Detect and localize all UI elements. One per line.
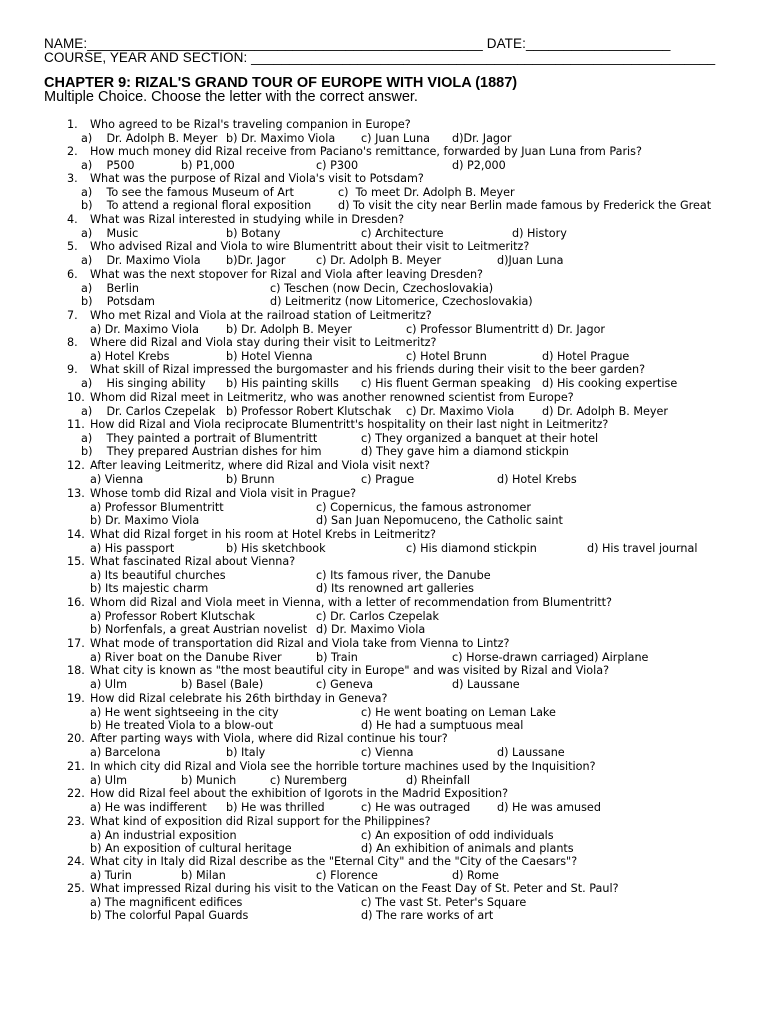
question-15 bbox=[67, 555, 295, 568]
answer-option-17-a: a) River boat on the Danube River bbox=[90, 650, 282, 664]
answer-option-3-b: c) To meet Dr. Adolph B. Meyer bbox=[338, 185, 515, 199]
answer-option-20-d: d) Laussane bbox=[497, 745, 565, 759]
question-14 bbox=[67, 528, 436, 541]
answer-option-25-c: b) The colorful Papal Guards bbox=[90, 909, 249, 923]
answer-option-13-d: d) San Juan Nepomuceno, the Catholic saint bbox=[316, 514, 563, 528]
course-year-section-line: COURSE, YEAR AND SECTION: _____________________________________________________________ bbox=[44, 50, 716, 65]
answer-option-19-d: d) He had a sumptuous meal bbox=[361, 719, 524, 733]
answer-option-20-a: a) Barcelona bbox=[90, 745, 161, 759]
answer-option-25-b: c) The vast St. Peter's Square bbox=[361, 895, 527, 909]
instructions: Multiple Choice. Choose the letter with the correct answer. bbox=[44, 89, 418, 105]
question-text: Who met Rizal and Viola at the railroad station of Leitmeritz? bbox=[90, 309, 432, 322]
question-text: After leaving Leitmeritz, where did Rizal and Viola visit next? bbox=[90, 459, 430, 472]
answer-option-3-c: b) To attend a regional floral exposition bbox=[81, 199, 312, 213]
question-text: What fascinated Rizal about Vienna? bbox=[90, 555, 296, 568]
question-number: 25. bbox=[67, 882, 85, 895]
question-8 bbox=[67, 336, 436, 349]
question-number: 17. bbox=[67, 637, 85, 650]
answer-option-22-b: b) He was thrilled bbox=[226, 800, 325, 814]
answer-option-25-d: d) The rare works of art bbox=[361, 909, 494, 923]
question-text: How did Rizal and Viola reciprocate Blumentritt's hospitality on their last night in Leitmeritz? bbox=[90, 418, 609, 431]
answer-option-23-d: d) An exhibition of animals and plants bbox=[361, 842, 574, 856]
answer-option-3-d: d) To visit the city near Berlin made famous by Frederick the Great bbox=[338, 199, 712, 213]
answer-option-21-d: d) Rheinfall bbox=[406, 773, 470, 787]
question-number: 10. bbox=[67, 391, 85, 404]
answer-option-24-c: c) Florence bbox=[316, 868, 378, 882]
question-25 bbox=[67, 882, 619, 895]
question-number: 12. bbox=[67, 459, 85, 472]
answer-option-20-b: b) Italy bbox=[226, 745, 266, 759]
question-text: What was Rizal interested in studying while in Dresden? bbox=[90, 213, 405, 226]
question-text: What was the next stopover for Rizal and Viola after leaving Dresden? bbox=[90, 268, 483, 281]
answer-option-4-b: b) Botany bbox=[226, 226, 281, 240]
answer-option-15-c: b) Its majestic charm bbox=[90, 582, 209, 596]
answer-option-15-d: d) Its renowned art galleries bbox=[316, 582, 474, 596]
question-text: In which city did Rizal and Viola see the horrible torture machines used by the Inquisition? bbox=[90, 760, 596, 773]
question-10 bbox=[67, 391, 574, 404]
answer-option-11-a: a) They painted a portrait of Blumentritt bbox=[81, 431, 318, 445]
question-20 bbox=[67, 732, 448, 745]
question-text: What was the purpose of Rizal and Viola's visit to Potsdam? bbox=[90, 172, 424, 185]
answer-option-16-b: c) Dr. Carlos Czepelak bbox=[316, 609, 439, 623]
answer-option-13-c: b) Dr. Maximo Viola bbox=[90, 514, 200, 528]
answer-option-5-d: d)Juan Luna bbox=[497, 253, 564, 267]
question-text: Whose tomb did Rizal and Viola visit in Prague? bbox=[90, 487, 357, 500]
answer-option-18-a: a) Ulm bbox=[90, 677, 127, 691]
question-text: Where did Rizal and Viola stay during their visit to Leitmeritz? bbox=[90, 336, 437, 349]
answer-option-23-c: b) An exposition of cultural heritage bbox=[90, 842, 292, 856]
answer-option-7-c: c) Professor Blumentritt bbox=[406, 322, 539, 336]
answer-option-19-b: c) He went boating on Leman Lake bbox=[361, 705, 556, 719]
question-number: 16. bbox=[67, 596, 85, 609]
answer-option-11-d: d) They gave him a diamond stickpin bbox=[361, 445, 569, 459]
answer-option-5-c: c) Dr. Adolph B. Meyer bbox=[316, 253, 442, 267]
question-19 bbox=[67, 692, 387, 705]
answer-option-20-c: c) Vienna bbox=[361, 745, 414, 759]
answer-option-7-d: d) Dr. Jagor bbox=[542, 322, 606, 336]
answer-option-2-d: d) P2,000 bbox=[452, 158, 506, 172]
answer-option-14-c: c) His diamond stickpin bbox=[406, 541, 537, 555]
answer-option-2-a: a) P500 bbox=[81, 158, 135, 172]
question-1 bbox=[67, 118, 411, 131]
answer-option-24-a: a) Turin bbox=[90, 868, 132, 882]
answer-option-5-a: a) Dr. Maximo Viola bbox=[81, 253, 201, 267]
question-text: How did Rizal feel about the exhibition of Igorots in the Madrid Exposition? bbox=[90, 787, 509, 800]
answer-option-21-c: c) Nuremberg bbox=[270, 773, 348, 787]
question-number: 22. bbox=[67, 787, 85, 800]
question-number: 1. bbox=[67, 118, 78, 131]
question-text: After parting ways with Viola, where did Rizal continue his tour? bbox=[90, 732, 448, 745]
answer-option-12-c: c) Prague bbox=[361, 472, 415, 486]
answer-option-24-b: b) Milan bbox=[181, 868, 226, 882]
answer-option-11-c: b) They prepared Austrian dishes for him bbox=[81, 445, 322, 459]
answer-option-22-a: a) He was indifferent bbox=[90, 800, 207, 814]
question-number: 2. bbox=[67, 145, 78, 158]
question-number: 14. bbox=[67, 528, 85, 541]
question-5 bbox=[67, 240, 529, 253]
answer-option-6-d: d) Leitmeritz (now Litomerice, Czechoslovakia) bbox=[270, 295, 533, 309]
answer-option-16-a: a) Professor Robert Klutschak bbox=[90, 609, 255, 623]
question-13 bbox=[67, 487, 356, 500]
answer-option-25-a: a) The magnificent edifices bbox=[90, 895, 243, 909]
answer-option-3-a: a) To see the famous Museum of Art bbox=[81, 185, 294, 199]
answer-option-8-b: b) Hotel Vienna bbox=[226, 349, 313, 363]
question-number: 6. bbox=[67, 268, 78, 281]
answer-option-22-c: c) He was outraged bbox=[361, 800, 471, 814]
question-number: 8. bbox=[67, 336, 78, 349]
question-text: Whom did Rizal meet in Leitmeritz, who was another renowned scientist from Europe? bbox=[90, 391, 574, 404]
question-2 bbox=[67, 145, 642, 158]
answer-option-9-b: b) His painting skills bbox=[226, 376, 339, 390]
answer-option-4-a: a) Music bbox=[81, 226, 139, 240]
question-number: 9. bbox=[67, 363, 78, 376]
question-23 bbox=[67, 815, 431, 828]
question-text: Whom did Rizal and Viola meet in Vienna, with a letter of recommendation from Blumentritt? bbox=[90, 596, 612, 609]
question-12 bbox=[67, 459, 430, 472]
answer-option-19-c: b) He treated Viola to a blow-out bbox=[90, 719, 274, 733]
answer-option-8-d: d) Hotel Prague bbox=[542, 349, 630, 363]
question-number: 19. bbox=[67, 692, 85, 705]
answer-option-23-b: c) An exposition of odd individuals bbox=[361, 828, 554, 842]
answer-option-21-a: a) Ulm bbox=[90, 773, 127, 787]
question-text: How did Rizal celebrate his 26th birthday in Geneva? bbox=[90, 692, 388, 705]
answer-option-15-a: a) Its beautiful churches bbox=[90, 568, 226, 582]
question-number: 18. bbox=[67, 664, 85, 677]
answer-option-2-b: b) P1,000 bbox=[181, 158, 235, 172]
answer-option-8-c: c) Hotel Brunn bbox=[406, 349, 487, 363]
chapter-title: CHAPTER 9: RIZAL'S GRAND TOUR OF EUROPE WITH VIOLA (1887) bbox=[44, 75, 518, 91]
answer-option-17-b: b) Train bbox=[316, 650, 358, 664]
answer-option-10-c: c) Dr. Maximo Viola bbox=[406, 404, 515, 418]
question-number: 24. bbox=[67, 855, 85, 868]
answer-option-10-d: d) Dr. Adolph B. Meyer bbox=[542, 404, 669, 418]
answer-option-6-c: b) Potsdam bbox=[81, 295, 155, 309]
answer-option-15-b: c) Its famous river, the Danube bbox=[316, 568, 491, 582]
answer-option-13-b: c) Copernicus, the famous astronomer bbox=[316, 500, 532, 514]
question-text: What kind of exposition did Rizal support for the Philippines? bbox=[90, 815, 431, 828]
answer-option-4-d: d) History bbox=[512, 226, 567, 240]
question-6 bbox=[67, 268, 483, 281]
answer-option-23-a: a) An industrial exposition bbox=[90, 828, 237, 842]
answer-option-9-a: a) His singing ability bbox=[81, 376, 206, 390]
answer-option-22-d: d) He was amused bbox=[497, 800, 601, 814]
question-text: What city is known as "the most beautiful city in Europe" and was visited by Rizal and Viola? bbox=[90, 664, 610, 677]
question-number: 11. bbox=[67, 418, 85, 431]
answer-option-14-b: b) His sketchbook bbox=[226, 541, 326, 555]
question-18 bbox=[67, 664, 609, 677]
answer-option-16-d: d) Dr. Maximo Viola bbox=[316, 623, 426, 637]
answer-option-6-a: a) Berlin bbox=[81, 281, 139, 295]
answer-option-14-d: d) His travel journal bbox=[587, 541, 698, 555]
question-number: 21. bbox=[67, 760, 85, 773]
answer-option-19-a: a) He went sightseeing in the city bbox=[90, 705, 279, 719]
answer-option-7-a: a) Dr. Maximo Viola bbox=[90, 322, 199, 336]
name-date-line: NAME:____________________________________________________ DATE:___________________ bbox=[44, 36, 671, 51]
question-text: What skill of Rizal impressed the burgomaster and his friends during their visit to the beer garden? bbox=[90, 363, 646, 376]
answer-option-12-b: b) Brunn bbox=[226, 472, 275, 486]
answer-option-4-c: c) Architecture bbox=[361, 226, 444, 240]
question-7 bbox=[67, 309, 432, 322]
question-number: 5. bbox=[67, 240, 78, 253]
answer-option-1-a: a) Dr. Adolph B. Meyer bbox=[81, 131, 218, 145]
question-number: 7. bbox=[67, 309, 78, 322]
question-text: What did Rizal forget in his room at Hotel Krebs in Leitmeritz? bbox=[90, 528, 436, 541]
question-21 bbox=[67, 760, 596, 773]
answer-option-11-b: c) They organized a banquet at their hotel bbox=[361, 431, 599, 445]
question-16 bbox=[67, 596, 612, 609]
question-number: 15. bbox=[67, 555, 85, 568]
answer-option-18-b: b) Basel (Bale) bbox=[181, 677, 264, 691]
question-17 bbox=[67, 637, 510, 650]
answer-option-7-b: b) Dr. Adolph B. Meyer bbox=[226, 322, 353, 336]
question-number: 3. bbox=[67, 172, 78, 185]
answer-option-1-b: b) Dr. Maximo Viola bbox=[226, 131, 336, 145]
answer-option-10-b: b) Professor Robert Klutschak bbox=[226, 404, 392, 418]
answer-option-1-c: c) Juan Luna bbox=[361, 131, 431, 145]
answer-option-18-c: c) Geneva bbox=[316, 677, 374, 691]
answer-option-21-b: b) Munich bbox=[181, 773, 237, 787]
answer-option-8-a: a) Hotel Krebs bbox=[90, 349, 170, 363]
question-3 bbox=[67, 172, 424, 185]
question-text: What city in Italy did Rizal describe as the "Eternal City" and the "City of the Caesars"? bbox=[90, 855, 578, 868]
answer-option-24-d: d) Rome bbox=[452, 868, 499, 882]
question-24 bbox=[67, 855, 577, 868]
answer-option-18-d: d) Laussane bbox=[452, 677, 520, 691]
question-22 bbox=[67, 787, 508, 800]
answer-option-2-c: c) P300 bbox=[316, 158, 359, 172]
answer-option-13-a: a) Professor Blumentritt bbox=[90, 500, 224, 514]
answer-option-12-d: d) Hotel Krebs bbox=[497, 472, 577, 486]
answer-option-9-c: c) His fluent German speaking bbox=[361, 376, 531, 390]
question-text: Who advised Rizal and Viola to wire Blumentritt about their visit to Leitmeritz? bbox=[90, 240, 530, 253]
question-text: How much money did Rizal receive from Paciano's remittance, forwarded by Juan Luna from Paris? bbox=[90, 145, 642, 158]
question-11 bbox=[67, 418, 608, 431]
answer-option-16-c: b) Norfenfals, a great Austrian novelist bbox=[90, 623, 308, 637]
answer-option-10-a: a) Dr. Carlos Czepelak bbox=[81, 404, 216, 418]
question-number: 4. bbox=[67, 213, 78, 226]
answer-option-5-b: b)Dr. Jagor bbox=[226, 253, 286, 267]
answer-option-14-a: a) His passport bbox=[90, 541, 175, 555]
answer-option-1-d: d)Dr. Jagor bbox=[452, 131, 512, 145]
question-number: 20. bbox=[67, 732, 85, 745]
question-text: What mode of transportation did Rizal and Viola take from Vienna to Lintz? bbox=[90, 637, 510, 650]
question-4 bbox=[67, 213, 404, 226]
answer-option-12-a: a) Vienna bbox=[90, 472, 144, 486]
answer-option-9-d: d) His cooking expertise bbox=[542, 376, 678, 390]
question-text: What impressed Rizal during his visit to the Vatican on the Feast Day of St. Peter and St. Paul? bbox=[90, 882, 619, 895]
question-text: Who agreed to be Rizal's traveling companion in Europe? bbox=[90, 118, 411, 131]
question-number: 13. bbox=[67, 487, 85, 500]
answer-option-17-d: d) Airplane bbox=[587, 650, 649, 664]
question-9 bbox=[67, 363, 645, 376]
answer-option-6-b: c) Teschen (now Decin, Czechoslovakia) bbox=[270, 281, 494, 295]
question-number: 23. bbox=[67, 815, 85, 828]
answer-option-17-c: c) Horse-drawn carriage bbox=[452, 650, 587, 664]
